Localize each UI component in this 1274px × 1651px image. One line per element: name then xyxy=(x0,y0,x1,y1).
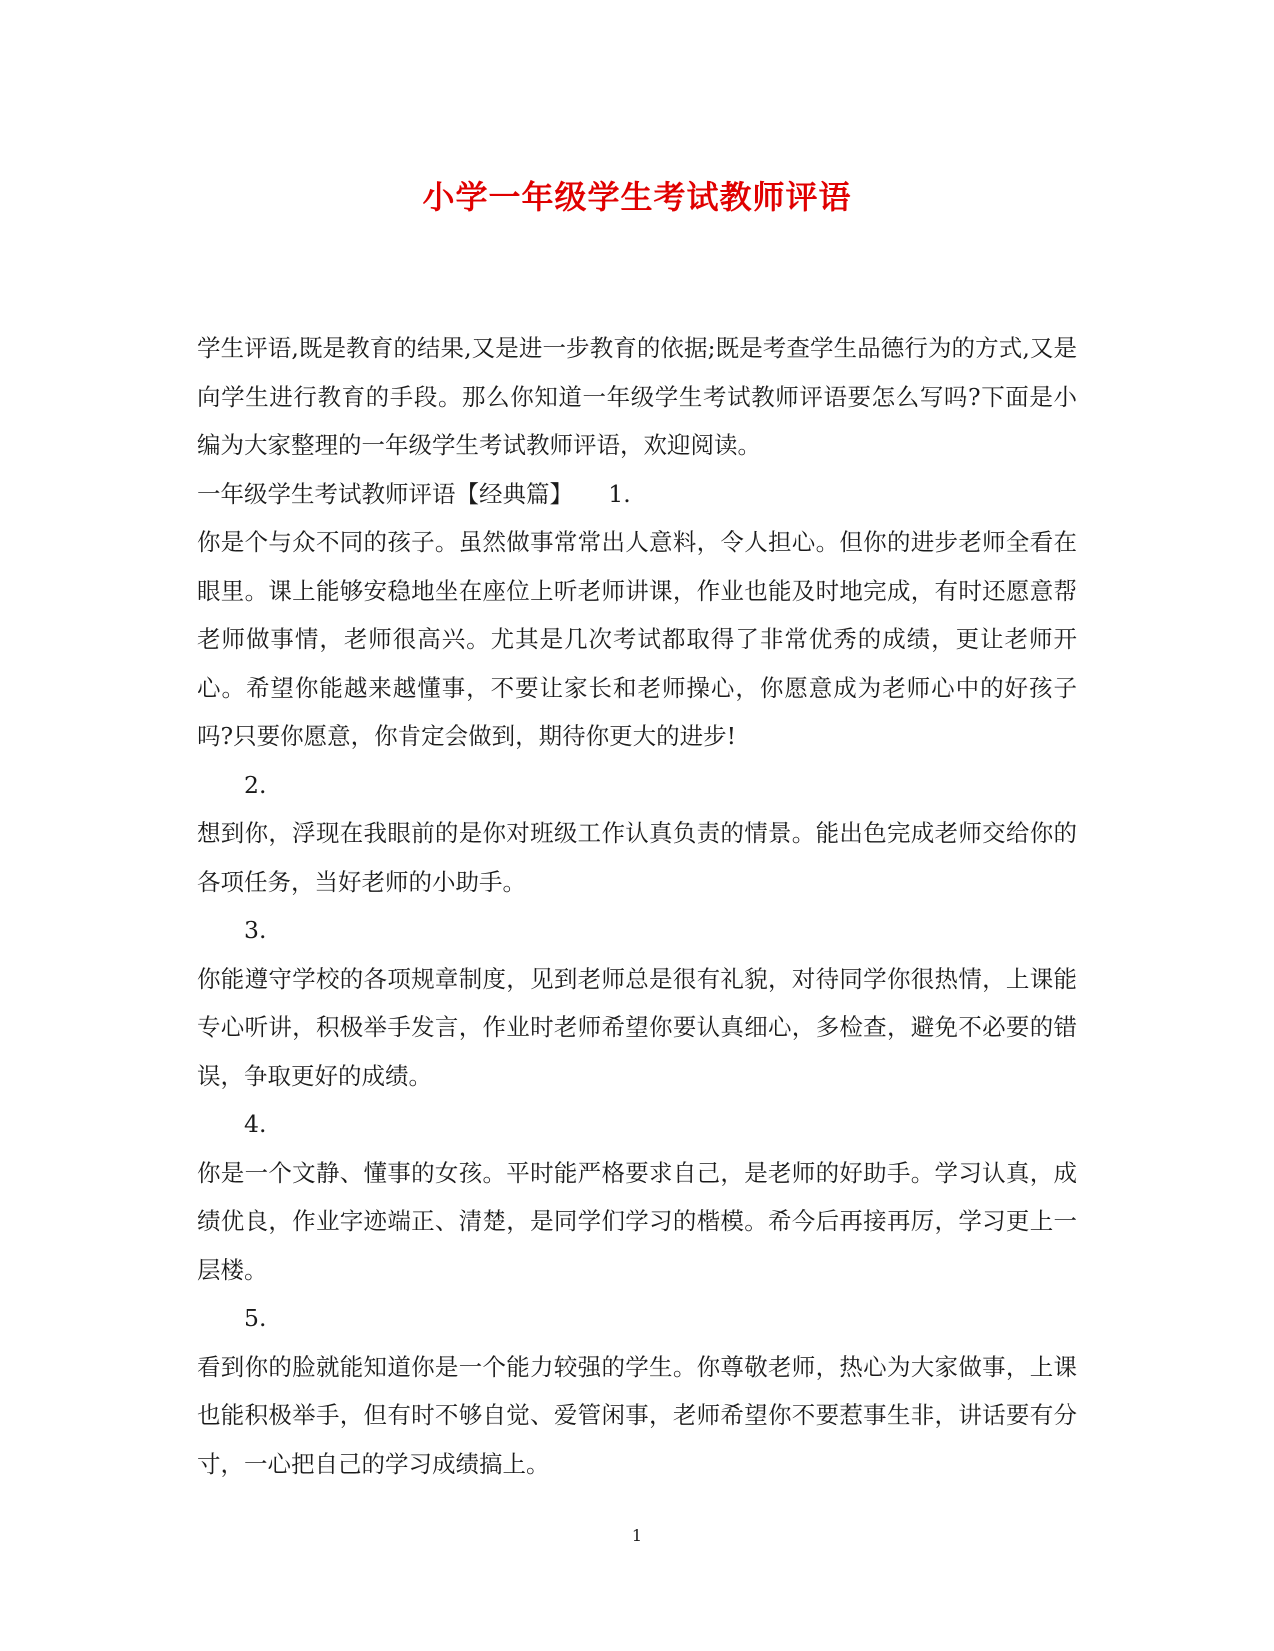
comment-5-number: 5. xyxy=(244,1304,267,1332)
comment-4-number: 4. xyxy=(244,1110,267,1138)
comment-1-text: 你是个与众不同的孩子。虽然做事常常出人意料，令人担心。但你的进步老师全看在眼里。课上能够安稳地坐在座位上听老师讲课，作业也能及时地完成，有时还愿意帮老师做事情，老师很高兴。尤其是几次考试都取得了非常优秀的成绩，更让老师开心。希望你能越来越懂事，不要让家长和老师操心，你愿意成为老师心中的好孩子吗?只要你愿意，你肯定会做到，期待你更大的进步! xyxy=(197,528,1077,750)
document-body xyxy=(197,324,1077,1488)
comment-5-text: 看到你的脸就能知道你是一个能力较强的学生。你尊敬老师，热心为大家做事，上课也能积极举手，但有时不够自觉、爱管闲事，老师希望你不要惹事生非，讲话要有分寸，一心把自己的学习成绩搞上。 xyxy=(197,1352,1077,1478)
comment-3-text: 你能遵守学校的各项规章制度，见到老师总是很有礼貌，对待同学你很热情，上课能专心听讲，积极举手发言，作业时老师希望你要认真细心，多检查，避免不必要的错误，争取更好的成绩。 xyxy=(197,964,1077,1090)
page-number: 1 xyxy=(631,1526,643,1545)
section-heading: 一年级学生考试教师评语【经典篇】 1. xyxy=(197,479,631,508)
comment-4-text: 你是一个文静、懂事的女孩。平时能严格要求自己，是老师的好助手。学习认真，成绩优良，作业字迹端正、清楚，是同学们学习的楷模。希今后再接再厉，学习更上一层楼。 xyxy=(197,1158,1077,1284)
comment-3-number: 3. xyxy=(244,916,267,944)
comment-2-number: 2. xyxy=(244,770,267,799)
comment-2-text: 想到你，浮现在我眼前的是你对班级工作认真负责的情景。能出色完成老师交给你的各项任务，当好老师的小助手。 xyxy=(197,819,1077,896)
document-title: 小学一年级学生考试教师评语 xyxy=(422,178,852,216)
intro-paragraph: 学生评语,既是教育的结果,又是进一步教育的依据;既是考查学生品德行为的方式,又是向学生进行教育的手段。那么你知道一年级学生考试教师评语要怎么写吗?下面是小编为大家整理的一年级学生考试教师评语，欢迎阅读。 xyxy=(197,334,1077,459)
